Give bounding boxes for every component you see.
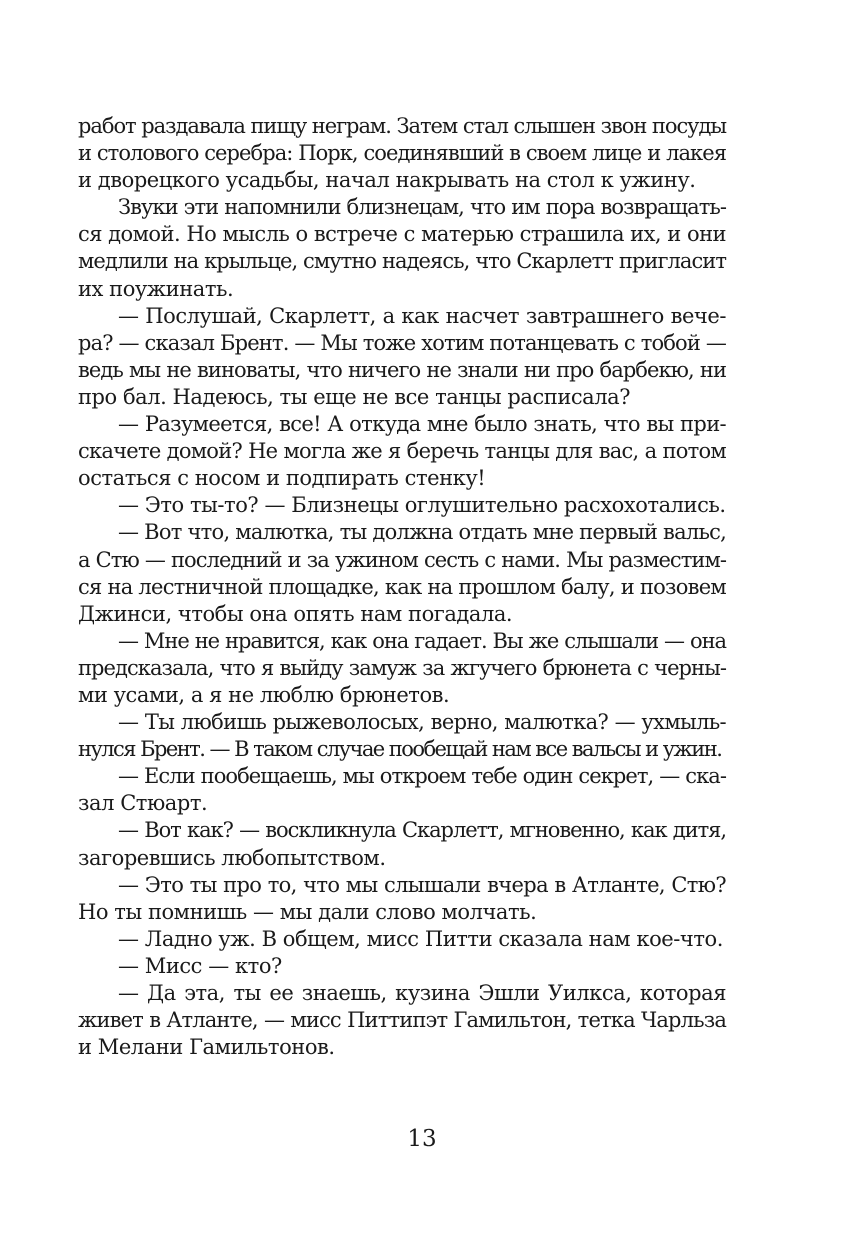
text-line: ведь мы не виноваты, что ничего не знали ни про барбекю, ни xyxy=(78,357,726,382)
text-line: — Ладно уж. В общем, мисс Питти сказала нам кое-что. xyxy=(118,926,723,951)
text-line: — Ты любишь рыжеволосых, верно, малютка? — ухмыль- xyxy=(118,710,726,735)
text-line: Но ты помнишь — мы дали слово молчать. xyxy=(78,899,537,924)
text-line: а Стю — последний и за ужином сесть с нами. Мы разместим- xyxy=(78,547,726,572)
text-line: ся домой. Но мысль о встрече с матерью страшила их, и они xyxy=(78,222,726,247)
text-line: медлили на крыльце, смутно надеясь, что Скарлетт пригласит xyxy=(78,249,726,274)
text-line: — Это ты-то? — Близнецы оглушительно расхохотались. xyxy=(118,493,726,518)
text-line: — Вот как? — воскликнула Скарлетт, мгновенно, как дитя, xyxy=(118,818,726,843)
text-line: и столового серебра: Порк, соединявший в своем лице и лакея xyxy=(78,141,726,166)
text-line: — Это ты про то, что мы слышали вчера в Атланте, Стю? xyxy=(118,872,726,897)
text-line: — Мисс — кто? xyxy=(118,953,282,978)
text-line: ся на лестничной площадке, как на прошлом балу, и позовем xyxy=(78,574,726,599)
text-line: и Мелани Гамильтонов. xyxy=(78,1035,335,1060)
text-line: нулся Брент. — В таком случае пообещай нам все вальсы и ужин. xyxy=(78,737,722,762)
text-line: — Вот что, малютка, ты должна отдать мне первый вальс, xyxy=(118,520,727,545)
text-line: и дворецкого усадьбы, начал накрывать на стол к ужину. xyxy=(78,168,696,193)
text-line: остаться с носом и подпирать стенку! xyxy=(78,466,486,491)
page-number: 13 xyxy=(407,1126,437,1152)
text-line: предсказала, что я выйду замуж за жгучего брюнета с черны- xyxy=(78,655,726,680)
text-line: зал Стюарт. xyxy=(78,791,208,816)
text-line: — Послушай, Скарлетт, а как насчет завтрашнего вече- xyxy=(118,303,726,328)
text-line: живет в Атланте, — мисс Питтипэт Гамильтон, тетка Чарльза xyxy=(78,1008,726,1033)
text-line: Джинси, чтобы она опять нам погадала. xyxy=(78,601,513,626)
text-line: — Разумеется, все! А откуда мне было знать, что вы при- xyxy=(118,412,726,437)
text-line: — Да эта, ты ее знаешь, кузина Эшли Уилкса, которая xyxy=(118,981,726,1005)
body-text xyxy=(78,113,726,1061)
text-line: работ раздавала пищу неграм. Затем стал слышен звон посуды xyxy=(78,114,727,138)
text-line: скачете домой? Не могла же я беречь танцы для вас, а потом xyxy=(78,439,726,464)
text-line: — Мне не нравится, как она гадает. Вы же слышали — она xyxy=(118,628,726,653)
text-line: Звуки эти напомнили близнецам, что им пора возвращать- xyxy=(118,195,726,220)
text-line: ра? — сказал Брент. — Мы тоже хотим потанцевать с тобой — xyxy=(78,330,726,355)
text-line: ми усами, а я не люблю брюнетов. xyxy=(78,682,450,707)
text-line: про бал. Надеюсь, ты еще не все танцы расписала? xyxy=(78,384,631,409)
text-line: — Если пообещаешь, мы откроем тебе один секрет, — ска- xyxy=(118,764,726,789)
text-line: загоревшись любопытством. xyxy=(78,845,386,870)
text-line: их поужинать. xyxy=(78,276,234,301)
